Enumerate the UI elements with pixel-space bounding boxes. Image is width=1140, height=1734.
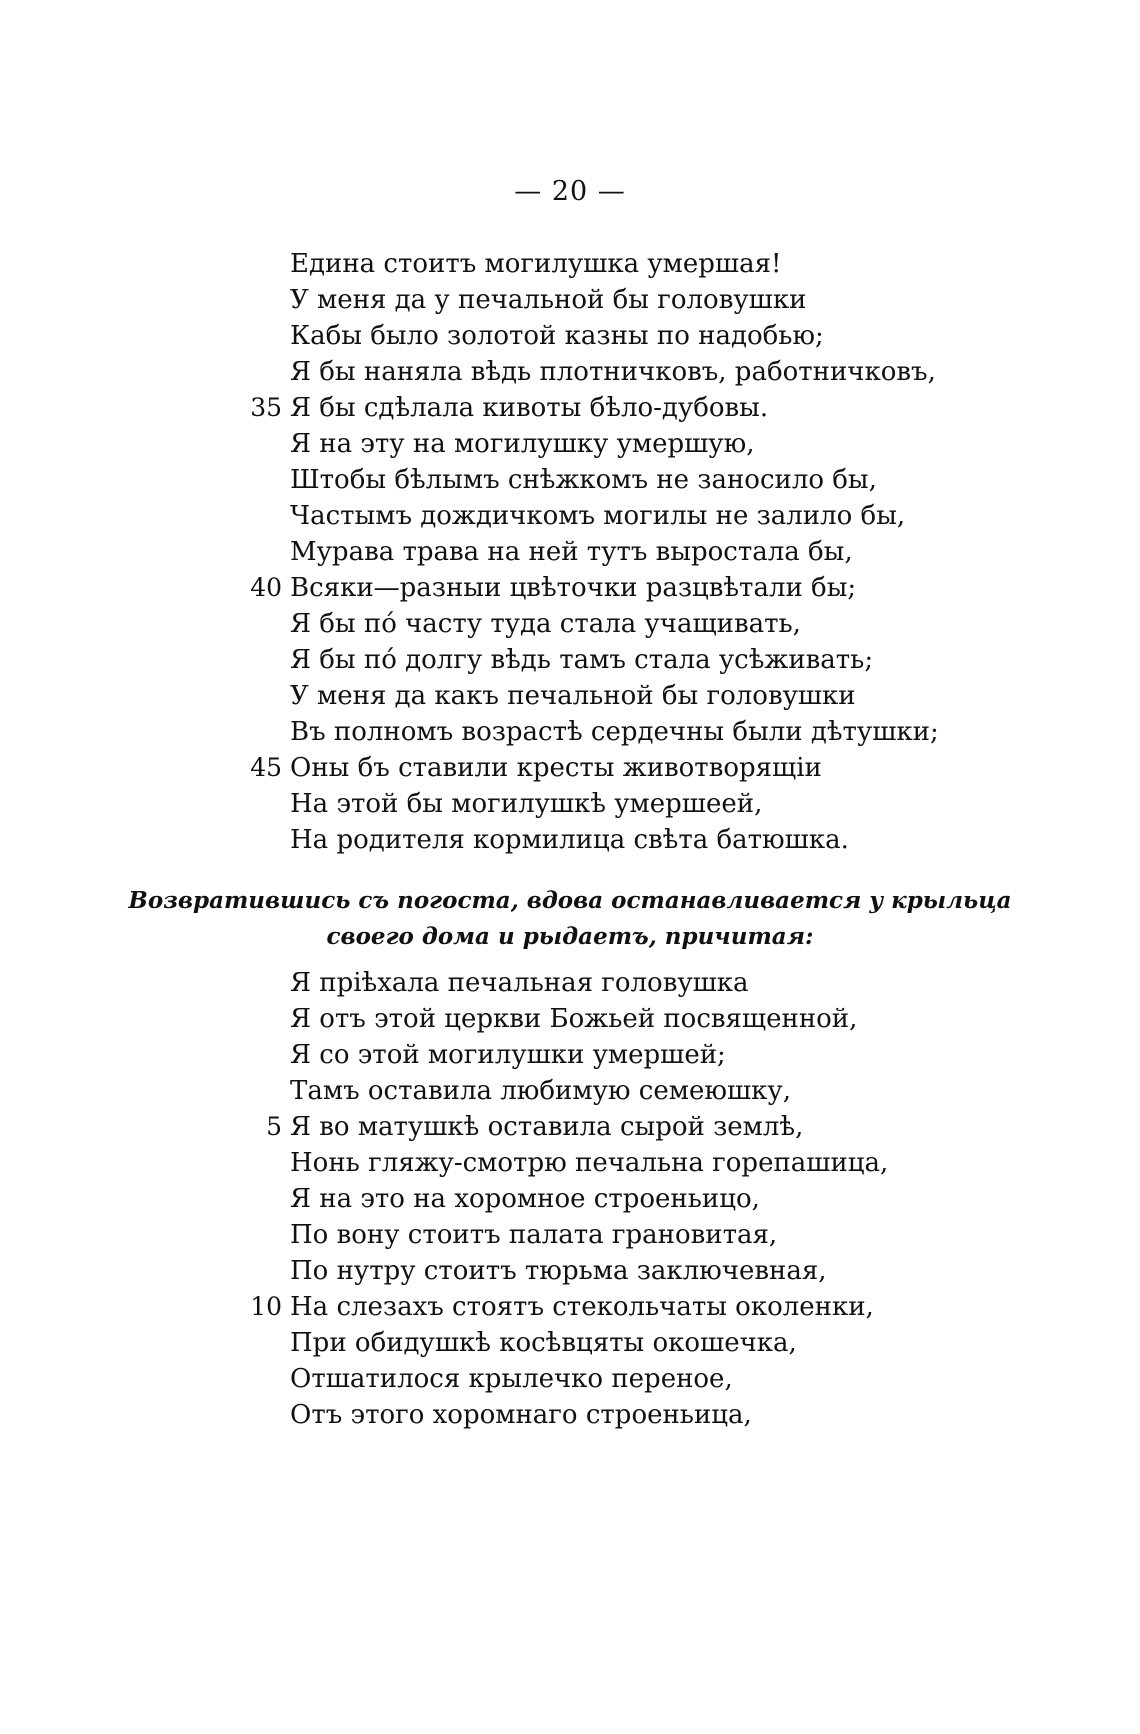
verse-text: Мурава трава на ней тутъ выростала бы, (290, 537, 853, 567)
verse-text: Всяки—разныи цвѣточки разцвѣтали бы; (290, 573, 857, 603)
verse-line (0, 1289, 1140, 1325)
verse-text: Кабы было золотой казны по надобью; (290, 321, 824, 351)
verse-line (0, 1001, 1140, 1037)
verse-text: Я пріѣхала печальная головушка (290, 968, 749, 998)
verse-text: Я бы по́ долгу вѣдь тамъ стала усѣживать; (290, 645, 874, 675)
verse-line (0, 318, 1140, 354)
line-number: 5 (266, 1112, 282, 1141)
verse-text: Я бы сдѣлала кивоты бѣло-дубовы. (290, 393, 769, 423)
verse-section-2 (0, 965, 1140, 1433)
verse-text: Я во матушкѣ оставила сырой землѣ, (290, 1112, 804, 1142)
verse-line (0, 1397, 1140, 1433)
line-number: 45 (250, 753, 282, 782)
verse-line (0, 714, 1140, 750)
verse-text: Оны бъ ставили кресты животворящіи (290, 753, 822, 783)
verse-text: У меня да какъ печальной бы головушки (290, 681, 856, 711)
verse-line (0, 1325, 1140, 1361)
verse-line (0, 1253, 1140, 1289)
verse-text: При обидушкѣ косѣвцяты окошечка, (290, 1328, 797, 1358)
verse-text: Нонь гляжу-смотрю печальна горепашица, (290, 1148, 889, 1178)
verse-line (0, 965, 1140, 1001)
verse-line (0, 678, 1140, 714)
verse-text: Едина стоитъ могилушка умершая! (290, 249, 782, 279)
verse-text: Частымъ дождичкомъ могилы не залило бы, (290, 501, 906, 531)
verse-text: Я бы наняла вѣдь плотничковъ, работничковъ, (290, 357, 936, 387)
verse-line (0, 606, 1140, 642)
verse-text: По нутру стоитъ тюрьма заключевная, (290, 1256, 827, 1286)
verse-text: Я на эту на могилушку умершую, (290, 429, 755, 459)
verse-line (0, 282, 1140, 318)
verse-line (0, 1181, 1140, 1217)
verse-line (0, 1145, 1140, 1181)
verse-text: Я со этой могилушки умершей; (290, 1040, 726, 1070)
stage-direction-line-2: своего дома и рыдаетъ, причитая: (326, 923, 814, 950)
verse-text: Отшатилося крылечко переное, (290, 1364, 733, 1394)
verse-line (0, 246, 1140, 282)
verse-line (0, 1217, 1140, 1253)
verse-text: По вону стоитъ палата грановитая, (290, 1220, 778, 1250)
verse-text: Въ полномъ возрастѣ сердечны были дѣтушки; (290, 717, 939, 747)
verse-line (0, 1109, 1140, 1145)
verse-text: У меня да у печальной бы головушки (290, 285, 807, 315)
verse-line (0, 498, 1140, 534)
verse-line (0, 570, 1140, 606)
verse-text: Я бы по́ часту туда стала учащивать, (290, 609, 801, 639)
line-number: 40 (250, 573, 282, 602)
verse-text: На родителя кормилица свѣта батюшка. (290, 825, 849, 855)
line-number: 35 (250, 393, 282, 422)
verse-text: Тамъ оставила любимую семеюшку, (290, 1076, 791, 1106)
verse-text: На этой бы могилушкѣ умершеей, (290, 789, 763, 819)
verse-line (0, 390, 1140, 426)
verse-line (0, 786, 1140, 822)
page-number: — 20 — (514, 176, 626, 207)
verse-section-1 (0, 246, 1140, 858)
verse-line (0, 426, 1140, 462)
stage-direction-line-1: Возвратившись съ погоста, вдова останавливается у крыльца (128, 887, 1012, 914)
verse-line (0, 642, 1140, 678)
verse-line (0, 750, 1140, 786)
verse-line (0, 534, 1140, 570)
stage-direction (0, 883, 1140, 955)
line-number: 10 (250, 1292, 282, 1321)
verse-line (0, 822, 1140, 858)
verse-text: Я отъ этой церкви Божьей посвященной, (290, 1004, 858, 1034)
verse-text: Я на это на хоромное строеньицо, (290, 1184, 760, 1214)
verse-line (0, 1361, 1140, 1397)
verse-text: На слезахъ стоятъ стекольчаты околенки, (290, 1292, 874, 1322)
verse-line (0, 462, 1140, 498)
verse-line (0, 354, 1140, 390)
verse-text: Отъ этого хоромнаго строеньица, (290, 1400, 752, 1430)
verse-text: Штобы бѣлымъ снѣжкомъ не заносило бы, (290, 465, 877, 495)
verse-line (0, 1073, 1140, 1109)
verse-line (0, 1037, 1140, 1073)
